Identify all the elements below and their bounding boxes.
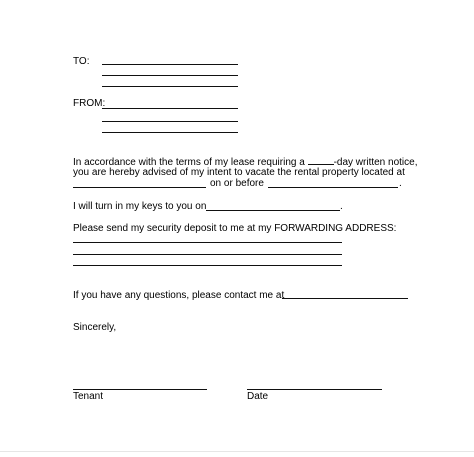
forwarding-address-line-2[interactable]	[73, 254, 342, 255]
vacate-date-line[interactable]	[268, 187, 398, 188]
contact-line[interactable]	[282, 298, 408, 299]
tenant-signature-line[interactable]	[73, 389, 207, 390]
to-line-1[interactable]	[102, 64, 238, 65]
notice-line-2: you are hereby advised of my intent to vacate the rental property located at	[73, 167, 405, 178]
from-line-2[interactable]	[102, 121, 238, 122]
property-address-line[interactable]	[73, 187, 206, 188]
page-bottom-border	[0, 451, 474, 452]
deposit-text: Please send my security deposit to me at my FORWARDING ADDRESS:	[73, 223, 397, 234]
notice-period: .	[399, 178, 402, 189]
keys-period: .	[340, 201, 343, 212]
to-label: TO:	[73, 56, 90, 67]
notice-line-1-after: -day written notice,	[333, 157, 418, 168]
notice-days-blank[interactable]	[308, 155, 334, 165]
sincerely-text: Sincerely,	[73, 322, 117, 333]
notice-line-1-before: In accordance with the terms of my lease requiring a	[73, 157, 305, 168]
questions-text: If you have any questions, please contact me at	[73, 290, 285, 301]
forwarding-address-line-3[interactable]	[73, 265, 342, 266]
tenant-label: Tenant	[73, 391, 104, 402]
keys-date-line[interactable]	[206, 210, 340, 211]
forwarding-address-line-1[interactable]	[73, 242, 342, 243]
from-line-3[interactable]	[102, 132, 238, 133]
from-line-1[interactable]	[102, 108, 238, 109]
keys-text: I will turn in my keys to you on	[73, 201, 207, 212]
notice-line-3-mid: on or before	[210, 178, 264, 189]
to-line-3[interactable]	[102, 86, 238, 87]
to-line-2[interactable]	[102, 75, 238, 76]
from-label: FROM:	[73, 98, 106, 109]
date-signature-line[interactable]	[247, 389, 382, 390]
date-label: Date	[247, 391, 269, 402]
